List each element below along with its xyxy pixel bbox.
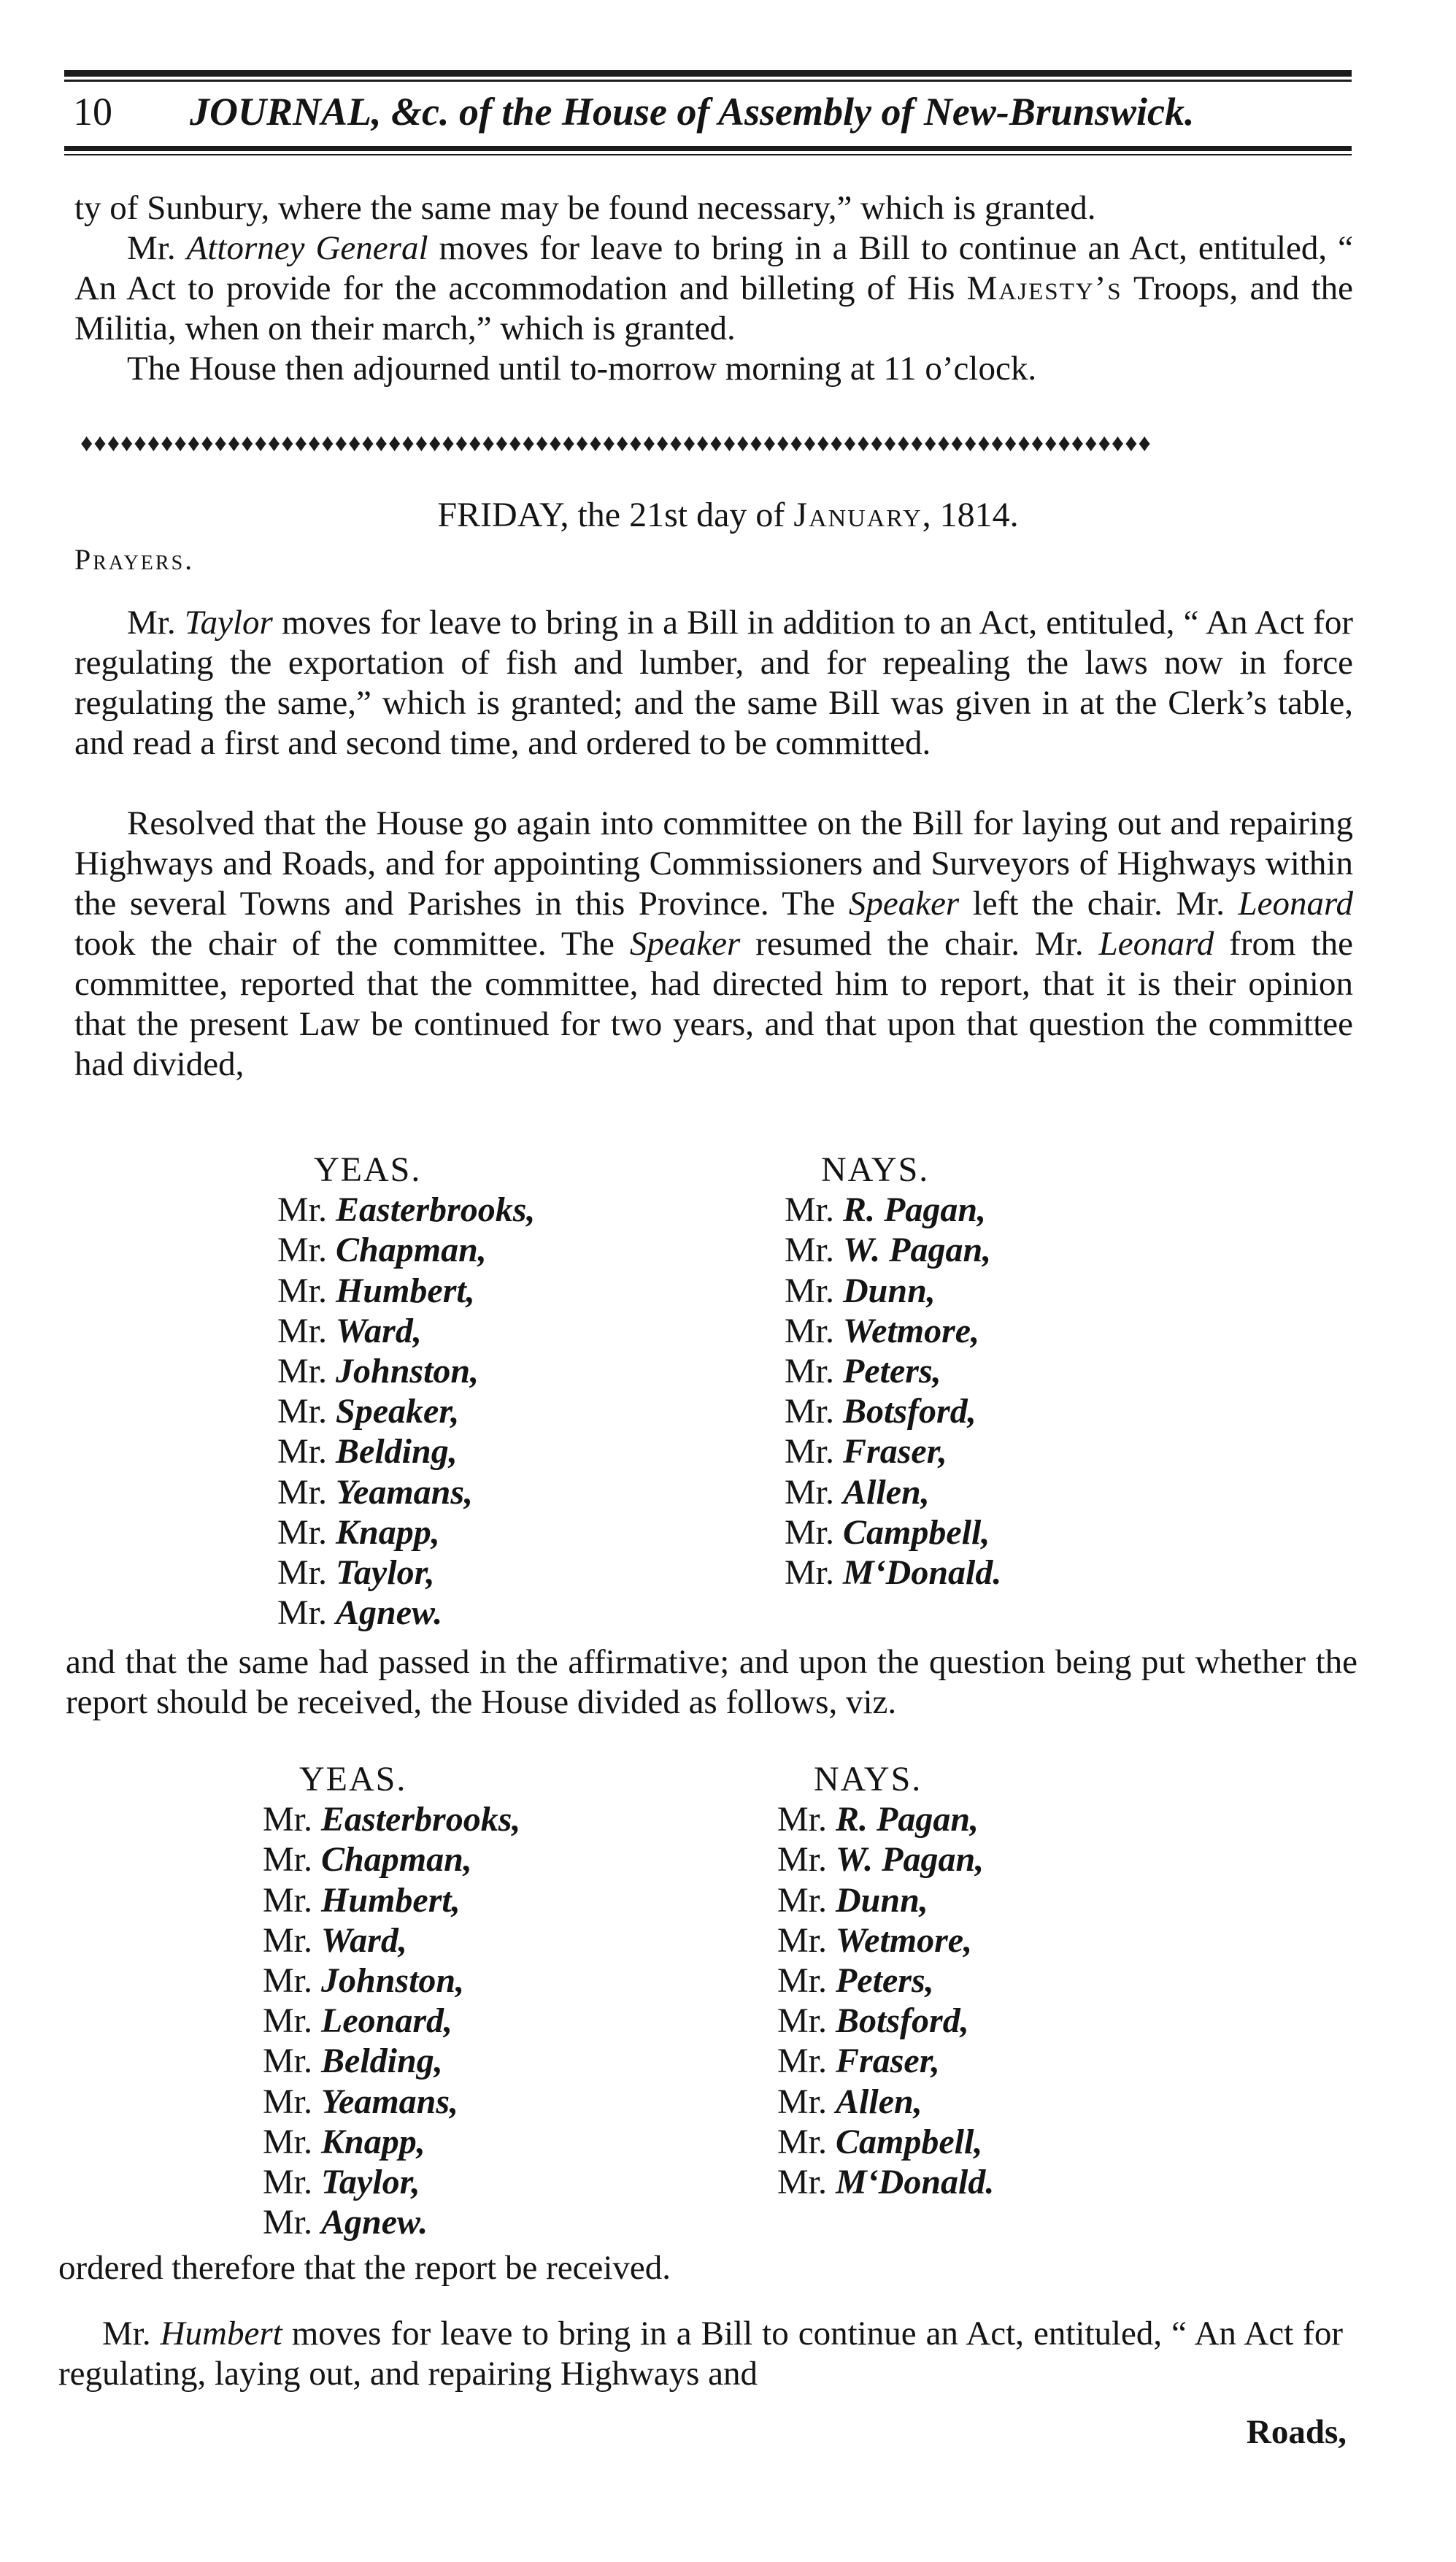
running-head: [73, 86, 1357, 137]
member-name: Knapp,: [321, 2122, 425, 2161]
member-name: Humbert,: [321, 1880, 461, 1920]
italic-name: Speaker: [848, 885, 960, 923]
member-name: M‘Donald.: [836, 2163, 995, 2202]
yeas-header: YEAS.: [299, 1760, 407, 1799]
member-name: Johnston,: [321, 1961, 465, 2001]
text-run: resumed the chair. Mr.: [740, 925, 1099, 963]
text-run: from the committee, reported that the committee, had directed him to report, that it is their opinion that the present Law be continued for two years, and that upon that question the committee had divided,: [74, 925, 1354, 1083]
member-title: Mr.: [277, 1311, 336, 1350]
italic-name: Leonard: [1098, 925, 1214, 963]
text-run: Mr.: [127, 604, 185, 642]
member-vote: [785, 1271, 1001, 1311]
italic-name: Attorney General: [186, 229, 428, 267]
member-title: Mr.: [785, 1472, 844, 1512]
member-vote: [277, 1391, 535, 1431]
member-title: Mr.: [263, 1880, 322, 1920]
member-name: Peters,: [843, 1352, 941, 1391]
member-name: Easterbrooks,: [321, 1800, 521, 1839]
paragraph-resolved: [74, 804, 1353, 1085]
member-vote: [777, 1799, 994, 1839]
member-name: Fraser,: [843, 1432, 947, 1472]
member-title: Mr.: [785, 1352, 844, 1391]
member-name: Knapp,: [336, 1512, 440, 1552]
member-title: Mr.: [777, 2122, 836, 2161]
member-title: Mr.: [777, 2001, 836, 2041]
member-name: Wetmore,: [843, 1311, 980, 1350]
member-title: Mr.: [263, 1920, 322, 1960]
member-name: Campbell,: [843, 1512, 990, 1552]
member-name: Johnston,: [336, 1352, 479, 1391]
member-name: Yeamans,: [321, 2082, 459, 2121]
member-name: Belding,: [336, 1432, 458, 1472]
member-title: Mr.: [263, 1840, 322, 1880]
paragraph-ordered: ordered therefore that the report be received.: [58, 2249, 671, 2287]
top-rule-thin: [64, 80, 1352, 82]
member-name: W. Pagan,: [836, 1840, 985, 1880]
paragraph-attorney-general: [74, 228, 1353, 349]
text-run: moves for leave to bring in a Bill in addition to an Act, entituled, “ An Act for regulating the exportation of fish and lumber, and for repealing the laws now in force regulating the same,” which is granted; and the same Bill was given in at the Clerk’s table, and read a first and second time, and ordered to be committed.: [74, 604, 1353, 762]
text-run: took the chair of the committee. The: [74, 925, 630, 963]
member-vote: [277, 1311, 535, 1351]
day-heading: [0, 493, 1456, 537]
member-title: Mr.: [263, 2203, 322, 2242]
member-vote: [777, 2122, 994, 2162]
member-title: Mr.: [777, 1840, 836, 1880]
member-title: Mr.: [785, 1553, 844, 1593]
paragraph-affirmative: and that the same had passed in the affirmative; and upon the question being put whether the report should be received, the House divided as follows, viz.: [66, 1643, 1357, 1721]
member-vote: [277, 1512, 535, 1553]
italic-name: Speaker: [629, 925, 741, 963]
member-name: R. Pagan,: [843, 1190, 987, 1230]
member-vote: [777, 2041, 994, 2081]
text-run: Resolved that the House go again into committee on the Bill for laying out and repairing Highways and Roads, and for appointing Commissioners and Surveyors of Highways within the several Towns and Parishes in this Province. The: [74, 804, 1353, 923]
member-vote: [785, 1351, 1001, 1391]
text-run: moves for leave to bring in a Bill to continue an Act, entituled, “ An Act to provide for the accommodation and billeting of His: [74, 229, 1353, 307]
member-name: Agnew.: [336, 1593, 443, 1633]
member-name: Easterbrooks,: [336, 1190, 536, 1230]
member-title: Mr.: [277, 1593, 336, 1633]
member-name: Taylor,: [336, 1553, 435, 1593]
paragraph-continued: [74, 188, 1353, 228]
member-vote: [277, 1431, 535, 1472]
member-vote: [277, 1271, 535, 1311]
member-name: Wetmore,: [836, 1920, 973, 1960]
italic-name: Leonard: [1238, 885, 1353, 923]
member-title: Mr.: [277, 1231, 336, 1270]
text-run: ty of Sunbury, where the same may be found necessary,” which is granted.: [74, 189, 1096, 227]
vote2-nays: [777, 1759, 994, 2202]
member-name: Chapman,: [321, 1840, 472, 1880]
member-vote: [777, 2082, 994, 2122]
member-name: Dunn,: [843, 1271, 936, 1310]
member-vote: [785, 1512, 1001, 1553]
member-vote: [277, 1190, 535, 1230]
member-name: Agnew.: [321, 2203, 428, 2242]
member-title: Mr.: [277, 1271, 336, 1310]
top-rule: [64, 70, 1352, 77]
member-vote: [777, 1839, 994, 1880]
member-name: M‘Donald.: [843, 1553, 1002, 1593]
vote1-yeas: [277, 1150, 535, 1633]
member-title: Mr.: [777, 1880, 836, 1920]
member-name: Ward,: [321, 1920, 407, 1960]
member-name: Ward,: [336, 1311, 422, 1350]
text-run: Troops, and the Militia, when on their march,” which is granted.: [74, 269, 1353, 347]
member-vote: [263, 2122, 520, 2162]
member-name: Leonard,: [321, 2001, 453, 2041]
member-vote: [263, 1839, 520, 1880]
vote1-nays: [785, 1150, 1001, 1593]
member-vote: [785, 1553, 1001, 1593]
member-name: Botsford,: [836, 2001, 969, 2041]
member-vote: [785, 1472, 1001, 1512]
member-vote: [263, 2162, 520, 2202]
member-name: Botsford,: [843, 1392, 977, 1431]
member-name: Allen,: [843, 1472, 930, 1512]
member-title: Mr.: [277, 1352, 336, 1391]
member-title: Mr.: [263, 2082, 322, 2121]
member-title: Mr.: [277, 1553, 336, 1593]
member-title: Mr.: [263, 2163, 322, 2202]
page-number: 10: [73, 90, 112, 134]
nays-header: NAYS.: [814, 1760, 922, 1799]
day-heading-month: January: [793, 496, 922, 534]
member-title: Mr.: [785, 1432, 844, 1472]
member-title: Mr.: [263, 2122, 322, 2161]
member-vote: [263, 1880, 520, 1920]
italic-name: Taylor: [184, 604, 273, 642]
member-name: Humbert,: [336, 1271, 475, 1310]
member-name: W. Pagan,: [843, 1231, 992, 1270]
member-title: Mr.: [263, 1961, 322, 2001]
member-vote: [277, 1593, 535, 1633]
ornamental-divider: ♦♦♦♦♦♦♦♦♦♦♦♦♦♦♦♦♦♦♦♦♦♦♦♦♦♦♦♦♦♦♦♦♦♦♦♦♦♦♦♦♦♦♦♦♦♦♦♦♦♦♦♦♦♦♦♦♦♦♦♦♦♦♦♦♦♦♦♦♦♦♦♦♦♦♦♦♦♦♦♦: [80, 430, 1152, 457]
running-title: JOURNAL, &c. of the House of Assembly of New-Brunswick.: [190, 90, 1195, 134]
member-vote: [785, 1431, 1001, 1472]
member-title: Mr.: [777, 2042, 836, 2081]
member-title: Mr.: [263, 1800, 322, 1839]
member-title: Mr.: [777, 2163, 836, 2202]
member-name: Allen,: [836, 2082, 922, 2121]
member-title: Mr.: [785, 1190, 844, 1230]
day-heading-text: FRIDAY, the 21st day of: [437, 496, 794, 534]
paragraph-taylor-motion: [74, 603, 1353, 763]
member-title: Mr.: [777, 2082, 836, 2121]
header-rule-thin: [64, 154, 1352, 155]
member-vote: [777, 2162, 994, 2202]
member-title: Mr.: [277, 1472, 336, 1512]
member-title: Mr.: [785, 1392, 844, 1431]
paragraph-adjourned: [74, 349, 1353, 389]
member-vote: [263, 2082, 520, 2122]
text-run: moves for leave to bring in a Bill to continue an Act, entituled, “ An Act for regulating, laying out, and repairing Highways and: [58, 2315, 1343, 2393]
prayers-label: Prayers.: [74, 543, 195, 576]
member-vote: [785, 1230, 1001, 1270]
member-vote: [263, 1920, 520, 1961]
text-run: The House then adjourned until to-morrow morning at 11 o’clock.: [127, 350, 1037, 388]
member-title: Mr.: [263, 2042, 322, 2081]
member-vote: [263, 1799, 520, 1839]
member-title: Mr.: [263, 2001, 322, 2041]
member-title: Mr.: [785, 1311, 844, 1350]
member-name: Yeamans,: [336, 1472, 474, 1512]
member-title: Mr.: [277, 1432, 336, 1472]
member-vote: [277, 1351, 535, 1391]
member-title: Mr.: [785, 1271, 844, 1310]
member-vote: [777, 2001, 994, 2041]
member-title: Mr.: [785, 1231, 844, 1270]
member-name: R. Pagan,: [836, 1800, 979, 1839]
member-title: Mr.: [277, 1512, 336, 1552]
member-vote: [263, 2001, 520, 2041]
member-title: Mr.: [785, 1512, 844, 1552]
paragraph-humbert-motion: [58, 2314, 1343, 2394]
member-vote: [777, 1961, 994, 2001]
member-vote: [263, 2202, 520, 2242]
catchword: Roads,: [1246, 2413, 1347, 2451]
text-run: Mr.: [127, 229, 187, 267]
member-name: Taylor,: [321, 2163, 420, 2202]
member-title: Mr.: [777, 1800, 836, 1839]
member-name: Belding,: [321, 2042, 443, 2081]
header-rule: [64, 146, 1352, 151]
member-name: Campbell,: [836, 2122, 983, 2161]
member-vote: [277, 1230, 535, 1270]
member-name: Chapman,: [336, 1231, 487, 1270]
nays-header: NAYS.: [821, 1150, 930, 1189]
text-run: Mr.: [102, 2315, 161, 2353]
member-title: Mr.: [777, 1961, 836, 2001]
member-vote: [777, 1880, 994, 1920]
member-title: Mr.: [277, 1190, 336, 1230]
member-name: Fraser,: [836, 2042, 940, 2081]
member-vote: [785, 1190, 1001, 1230]
member-vote: [277, 1553, 535, 1593]
member-title: Mr.: [777, 1920, 836, 1960]
member-name: Speaker,: [336, 1392, 460, 1431]
member-name: Peters,: [836, 1961, 934, 2001]
vote2-yeas: [263, 1759, 520, 2242]
small-caps-word: Majesty’s: [966, 269, 1122, 307]
italic-name: Humbert: [160, 2315, 282, 2353]
member-vote: [777, 1920, 994, 1961]
day-heading-year: , 1814.: [922, 496, 1019, 534]
member-vote: [785, 1311, 1001, 1351]
text-run: left the chair. Mr.: [959, 885, 1239, 923]
member-vote: [263, 1961, 520, 2001]
member-name: Dunn,: [836, 1880, 928, 1920]
member-vote: [263, 2041, 520, 2081]
member-vote: [785, 1391, 1001, 1431]
yeas-header: YEAS.: [314, 1150, 422, 1189]
member-vote: [277, 1472, 535, 1512]
member-title: Mr.: [277, 1392, 336, 1431]
